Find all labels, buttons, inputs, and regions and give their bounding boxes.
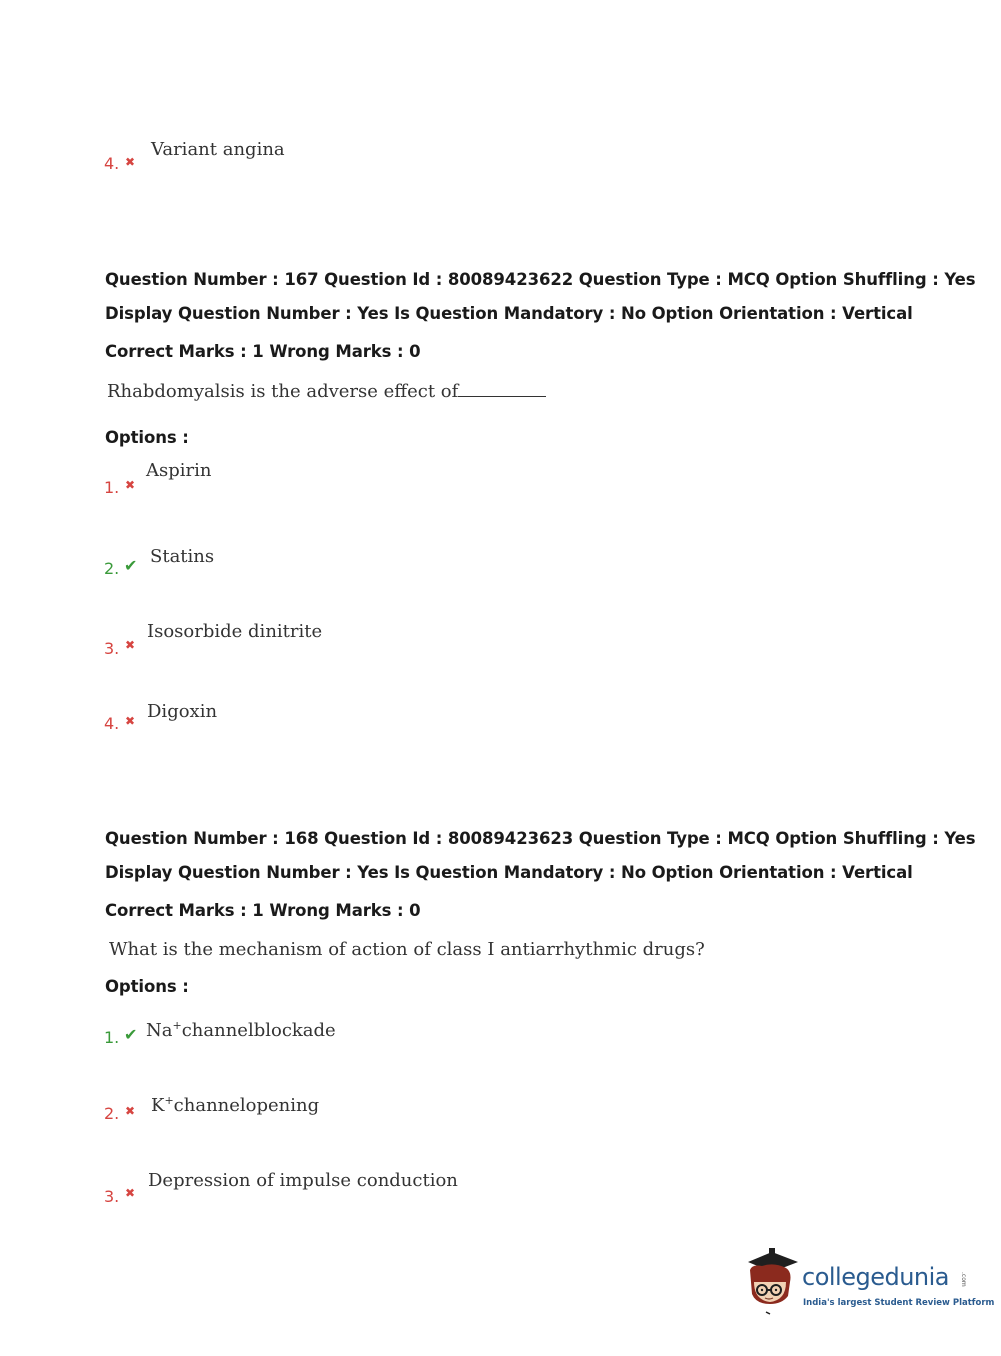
q168-marks: Correct Marks : 1 Wrong Marks : 0 bbox=[105, 901, 421, 920]
q167-option-3-text: Isosorbide dinitrite bbox=[147, 621, 323, 642]
q168-option-2-number: 2. bbox=[104, 1104, 120, 1123]
check-mark-icon: ✔ bbox=[124, 1025, 138, 1044]
mascot-icon bbox=[742, 1248, 802, 1318]
q167-option-4-text: Digoxin bbox=[147, 701, 218, 722]
charge-sup: + bbox=[164, 1094, 174, 1107]
logo-dotcom: .com bbox=[960, 1272, 967, 1287]
prev-option-4-number: 4. bbox=[104, 154, 120, 173]
check-mark-icon: ✔ bbox=[124, 556, 138, 575]
q168-option-1-number: 1. bbox=[104, 1028, 120, 1047]
wrong-mark-icon: ✖ bbox=[125, 1186, 136, 1200]
q167-option-2-text: Statins bbox=[150, 546, 215, 567]
q168-option-1-text bbox=[146, 1019, 336, 1041]
q167-option-1-text: Aspirin bbox=[146, 460, 212, 481]
q168-option-3-text: Depression of impulse conduction bbox=[148, 1170, 458, 1191]
q167-option-1-number: 1. bbox=[104, 478, 120, 497]
potassium-symbol: K bbox=[151, 1095, 165, 1116]
q167-option-4-number: 4. bbox=[104, 714, 120, 733]
q168-meta-line2: Display Question Number : Yes Is Question Mandatory : No Option Orientation : Vertical bbox=[105, 863, 913, 882]
q167-option-3-number: 3. bbox=[104, 639, 120, 658]
q167-question bbox=[107, 381, 546, 402]
q168-option-3-number: 3. bbox=[104, 1187, 120, 1206]
option-text: channelblockade bbox=[181, 1020, 336, 1041]
q168-option-2-text bbox=[151, 1094, 319, 1116]
prev-option-4-text: Variant angina bbox=[151, 139, 285, 160]
logo-name: collegedunia bbox=[802, 1263, 950, 1291]
q168-meta-line1: Question Number : 168 Question Id : 80089423623 Question Type : MCQ Option Shuffling : Yes bbox=[105, 829, 976, 848]
wrong-mark-icon: ✖ bbox=[125, 638, 136, 652]
q167-marks: Correct Marks : 1 Wrong Marks : 0 bbox=[105, 342, 421, 361]
wrong-mark-icon: ✖ bbox=[125, 155, 136, 169]
q167-meta-line2: Display Question Number : Yes Is Question Mandatory : No Option Orientation : Vertical bbox=[105, 304, 913, 323]
q167-options-label: Options : bbox=[105, 428, 189, 447]
wrong-mark-icon: ✖ bbox=[125, 478, 136, 492]
charge-sup: + bbox=[172, 1019, 182, 1032]
wrong-mark-icon: ✖ bbox=[125, 1104, 136, 1118]
q168-question: What is the mechanism of action of class I antiarrhythmic drugs? bbox=[109, 939, 705, 960]
q167-question-text: Rhabdomyalsis is the adverse effect of bbox=[107, 381, 459, 402]
option-text: channelopening bbox=[173, 1095, 320, 1116]
logo-tagline: India's largest Student Review Platform bbox=[803, 1298, 995, 1308]
q167-meta-line1: Question Number : 167 Question Id : 80089423622 Question Type : MCQ Option Shuffling : Yes bbox=[105, 270, 976, 289]
q168-options-label: Options : bbox=[105, 977, 189, 996]
q167-option-2-number: 2. bbox=[104, 559, 120, 578]
sodium-symbol: Na bbox=[146, 1020, 173, 1041]
answer-blank bbox=[458, 382, 546, 397]
wrong-mark-icon: ✖ bbox=[125, 714, 136, 728]
collegedunia-logo[interactable] bbox=[742, 1248, 995, 1318]
